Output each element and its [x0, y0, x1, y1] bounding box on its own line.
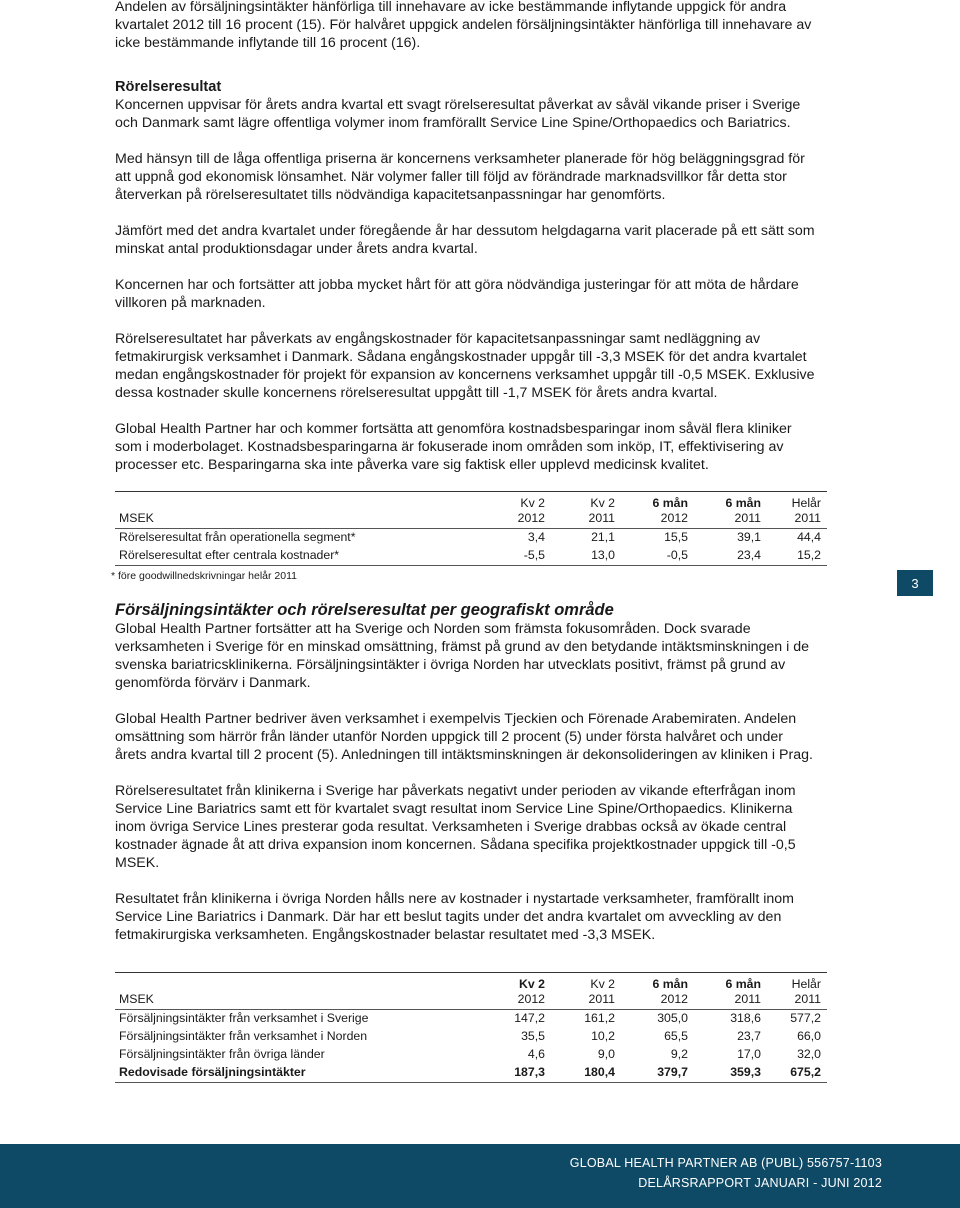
operating-result-paragraph: Global Health Partner har och kommer fortsätta att genomföra kostnadsbesparingar inom såväl flera kliniker som i moderbolaget. Kostnadsbesparingarna är fokuserade inom områden som inköp, IT, effektivisering av processer etc. Besparingarna ska inte påverka vare sig faktisk eller upplevd medicinsk kvalitet.	[115, 421, 792, 473]
table-cell: 675,2	[767, 1064, 827, 1083]
column-header: 2011	[794, 992, 821, 1006]
column-header: 6 mån	[694, 973, 767, 993]
column-header: 6 mån	[621, 492, 694, 512]
operating-result-heading: Rörelseresultat	[115, 79, 222, 95]
page-number-badge: 3	[897, 570, 933, 596]
table-cell: 9,0	[597, 1047, 615, 1061]
table-cell: 44,4	[767, 529, 827, 548]
row-label: Försäljningsintäkter från verksamhet i Norden	[119, 1029, 368, 1043]
table-cell: 318,6	[694, 1010, 767, 1029]
operating-result-paragraph: Koncernen har och fortsätter att jobba mycket hårt för att göra nödvändiga justeringar för att möta de hårdare villkoren på marknaden.	[115, 277, 799, 311]
geographic-paragraph: Global Health Partner bedriver även verksamhet i exempelvis Tjeckien och Förenade Arabemiraten. Andelen omsättning som härrör från länder utanför Norden uppgick till 2 procent (5) under första halvåret och under årets andra kvartal till 2 procent (5). Anledningen till intäktsminskningen är dekonsolideringen av kliniken i Prag.	[115, 711, 813, 763]
intro-paragraph: Andelen av försäljningsintäkter hänförliga till innehavare av icke bestämmande inflytande uppgick för andra kvartalet 2012 till 16 procent (15). För halvåret uppgick andelen försäljningsintäkter hänförliga till innehavare av icke bestämmande inflytande till 16 procent (16).	[115, 0, 812, 51]
geographic-paragraph: Resultatet från klinikerna i övriga Norden hålls nere av kostnader i nystartade verksamheter, framförallt inom Service Line Bariatrics i Danmark. Där har ett beslut tagits under det andra kvartalet om avveckling av den fetmakirurgiska verksamheten. Engångskostnader belastar resultatet med -3,3 MSEK.	[115, 891, 794, 943]
column-header: 2011	[794, 511, 821, 525]
column-header: 2011	[588, 511, 615, 525]
table-cell: 10,2	[591, 1029, 615, 1043]
column-header: Kv 2	[551, 492, 621, 512]
column-header: 2011	[588, 992, 615, 1006]
table-cell: 147,2	[476, 1010, 551, 1029]
column-header: 2012	[517, 511, 545, 525]
row-label: Redovisade försäljningsintäkter	[115, 1064, 476, 1083]
column-header: Kv 2	[476, 492, 551, 512]
footer-report-title: DELÅRSRAPPORT JANUARI - JUNI 2012	[638, 1176, 882, 1190]
table-cell: 66,0	[797, 1029, 821, 1043]
page-footer	[0, 1144, 960, 1208]
table-row	[115, 1046, 827, 1064]
column-header: 6 mån	[694, 492, 767, 512]
unit-label: MSEK	[119, 511, 154, 525]
column-header: 6 mån	[621, 973, 694, 993]
geographic-paragraph: Rörelseresultatet från klinikerna i Sverige har påverkats negativt under perioden av vikande efterfrågan inom Service Line Bariatrics samt ett för kvartalet svagt resultat inom Service Line Spine/Orthopaedics. Klinikerna inom övriga Service Lines presterar goda resultat. Verksamheten i Sverige drabbas också av ökade central kostnader ägnade åt att driva expansion inom koncernen. Sådana specifika projektkostnader uppgick till -0,5 MSEK.	[115, 783, 796, 871]
operating-result-paragraph: Rörelseresultatet har påverkats av engångskostnader för kapacitetsanpassningar samt nedläggning av fetmakirurgisk verksamhet i Danmark. Sådana engångskostnader uppgår till -3,3 MSEK för det andra kvartalet medan engångskostnader för projekt för expansion av koncernens verksamhet uppgår till -0,5 MSEK. Exklusive dessa kostnader skulle koncernens rörelseresultat uppgått till -1,7 MSEK för årets andra kvartal.	[115, 331, 815, 401]
row-label: Försäljningsintäkter från övriga länder	[119, 1047, 325, 1061]
table-cell: 32,0	[797, 1047, 821, 1061]
table-row	[115, 529, 827, 548]
table-footnote: * före goodwillnedskrivningar helår 2011	[111, 570, 298, 582]
table-total-row	[115, 1064, 827, 1083]
table-cell: 23,7	[737, 1029, 761, 1043]
column-header: 2012	[517, 992, 545, 1006]
table-cell: 65,5	[664, 1029, 688, 1043]
unit-label: MSEK	[119, 992, 154, 1006]
column-header: 2012	[660, 511, 688, 525]
report-body	[111, 0, 821, 1083]
table-cell: 13,0	[551, 547, 621, 566]
geographic-heading: Försäljningsintäkter och rörelseresultat per geografiskt område	[115, 601, 614, 619]
column-header: 2011	[734, 511, 761, 525]
table-cell: 180,4	[551, 1064, 621, 1083]
table-cell: 9,2	[670, 1047, 688, 1061]
operating-result-paragraph: Jämfört med det andra kvartalet under föregående år har dessutom helgdagarna varit placerade på ett sätt som minskat antal produktionsdagar under årets andra kvartal.	[115, 223, 815, 257]
table-cell: -5,5	[476, 547, 551, 566]
row-label: Rörelseresultat efter centrala kostnader*	[115, 547, 476, 566]
table-row	[115, 547, 827, 566]
table-cell: 305,0	[621, 1010, 694, 1029]
table-cell: 17,0	[737, 1047, 761, 1061]
operating-result-table	[115, 491, 827, 566]
row-label: Försäljningsintäkter från verksamhet i Sverige	[115, 1010, 476, 1029]
geographic-paragraph: Global Health Partner fortsätter att ha Sverige och Norden som främsta fokusområden. Dock svarade verksamheten i Sverige för en minskad omsättning, främst på grund av den betydande intäktsminskningen i de svenska bariatricsklinikerna. Försäljningsintäkter i övriga Norden har utvecklats positivt, främst på grund av genomförda förvärv i Danmark.	[115, 621, 809, 691]
table-cell: 161,2	[551, 1010, 621, 1029]
table-cell: 21,1	[551, 529, 621, 548]
table-cell: 39,1	[694, 529, 767, 548]
column-header: 2012	[660, 992, 688, 1006]
table-cell: 187,3	[476, 1064, 551, 1083]
column-header: Kv 2	[476, 973, 551, 993]
table-row	[115, 1028, 827, 1046]
table-row	[115, 1010, 827, 1029]
table-cell: 577,2	[767, 1010, 827, 1029]
footer-company: GLOBAL HEALTH PARTNER AB (PUBL) 556757-1103	[569, 1156, 882, 1170]
operating-result-paragraph: Koncernen uppvisar för årets andra kvartal ett svagt rörelseresultat påverkat av såväl vikande priser i Sverige och Danmark samt lägre offentliga volymer inom framförallt Service Line Spine/Orthopaedics och Bariatrics.	[115, 97, 801, 131]
column-header: Kv 2	[551, 973, 621, 993]
revenue-table	[115, 972, 827, 1083]
table-cell: 3,4	[476, 529, 551, 548]
column-header: Helår	[767, 973, 827, 993]
table-cell: 359,3	[694, 1064, 767, 1083]
table-cell: 35,5	[521, 1029, 545, 1043]
table-cell: 4,6	[527, 1047, 545, 1061]
table-cell: -0,5	[621, 547, 694, 566]
column-header: 2011	[734, 992, 761, 1006]
table-cell: 23,4	[694, 547, 767, 566]
operating-result-paragraph: Med hänsyn till de låga offentliga priserna är koncernens verksamheter planerade för hög beläggningsgrad för att uppnå god ekonomisk lönsamhet. När volymer faller till följd av förändrade marknadsvillkor får detta stor återverkan på rörelseresultatet tills nödvändiga kapacitetsanpassningar har genomförts.	[115, 151, 805, 203]
table-cell: 15,5	[621, 529, 694, 548]
row-label: Rörelseresultat från operationella segment*	[115, 529, 476, 548]
table-cell: 379,7	[621, 1064, 694, 1083]
table-cell: 15,2	[767, 547, 827, 566]
column-header: Helår	[767, 492, 827, 512]
